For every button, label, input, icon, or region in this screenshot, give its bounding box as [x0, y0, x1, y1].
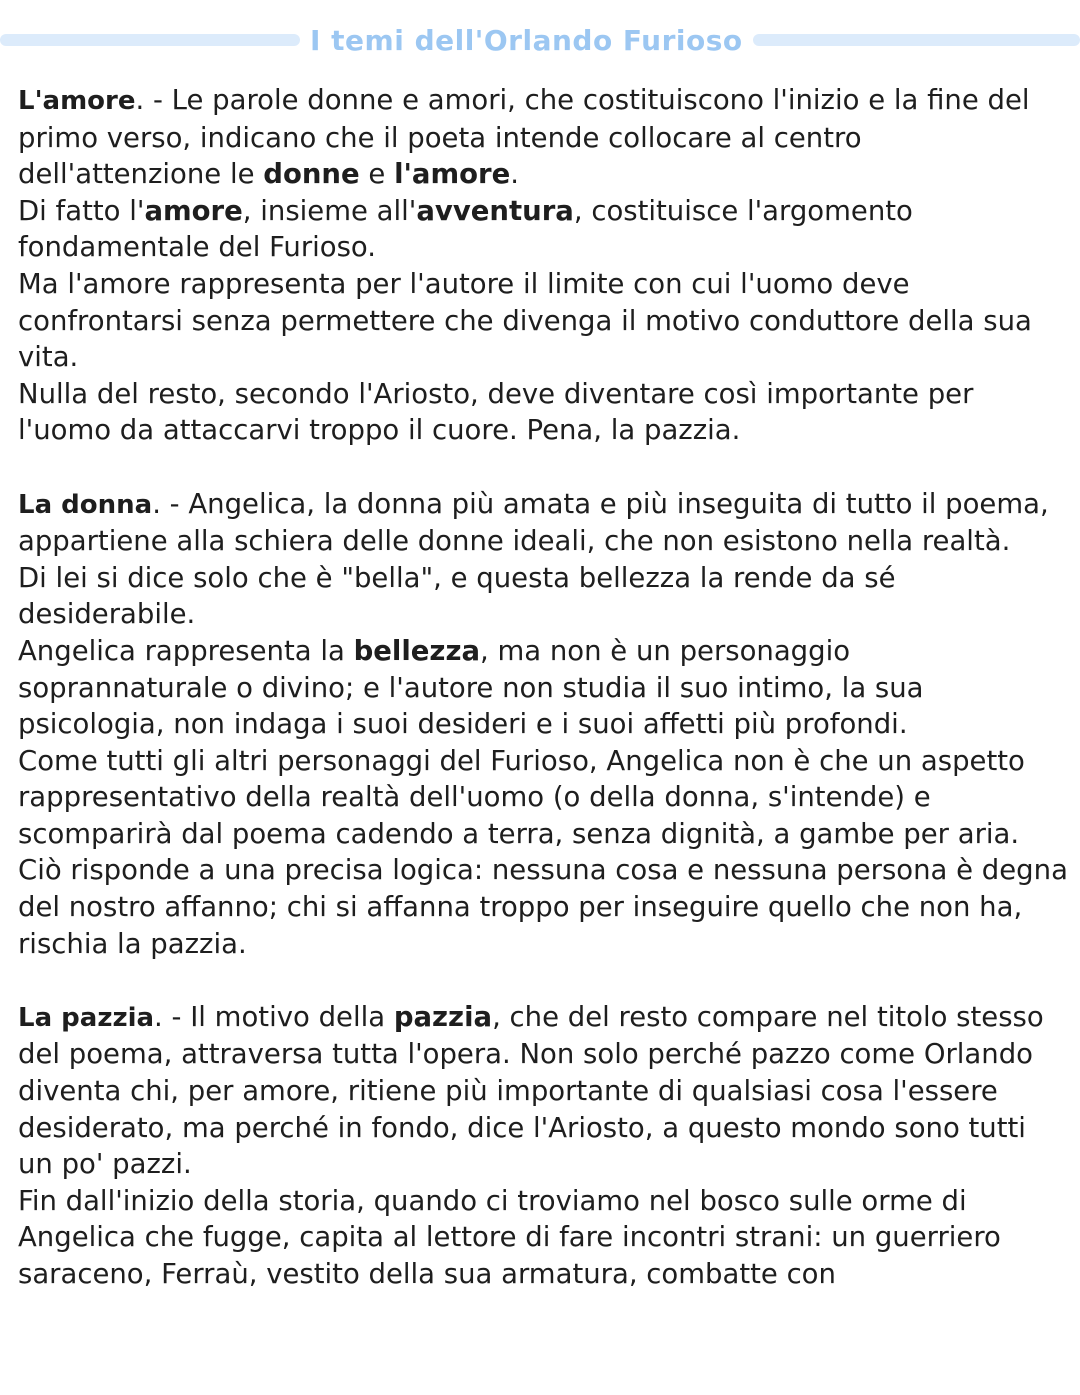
text-run: Ciò risponde a una precisa logica: nessuna cosa e nessuna persona è degna del nostro affanno; chi si affanna troppo per inseguire quello che non ha, rischia la pazzia. [18, 854, 1068, 960]
section [18, 486, 1068, 963]
document-body [18, 82, 1068, 1293]
paragraph [18, 852, 1068, 962]
text-run: , che del resto compare nel titolo stesso del poema, attraversa tutta l'opera. Non solo perché pazzo come Orlando diventa chi, per amore, ritiene più importante di qualsiasi cosa l'essere desiderato, ma perché in fondo, dice l'Ariosto, a questo mondo sono tutti un po' pazzi. [18, 1000, 1044, 1181]
paragraph [18, 266, 1068, 376]
paragraph [18, 193, 1068, 266]
text-run: Come tutti gli altri personaggi del Furioso, Angelica non è che un aspetto rappresentativo della realtà dell'uomo (o della donna, s'intende) e scomparirà dal poema cadendo a terra, senza dignità, a gambe per aria. [18, 744, 1025, 850]
paragraph [18, 376, 1068, 449]
text-run: . [510, 158, 519, 191]
paragraph [18, 82, 1068, 193]
page-title: I temi dell'Orlando Furioso [310, 23, 743, 57]
text-run: Ma l'amore rappresenta per l'autore il limite con cui l'uomo deve confrontarsi senza permettere che divenga il motivo conduttore della sua vita. [18, 267, 1032, 374]
paragraph [18, 560, 1068, 633]
paragraph [18, 1183, 1068, 1293]
text-run: , insieme all' [242, 194, 417, 227]
text-run: Di fatto l' [18, 194, 145, 227]
bold-text: donne [263, 158, 360, 191]
section-heading: La pazzia [18, 1002, 155, 1033]
paragraph [18, 999, 1068, 1183]
text-run: , costituisce l'argomento fondamentale del Furioso. [18, 194, 913, 264]
section-spacer [18, 449, 1068, 486]
bold-text: amore [144, 194, 243, 227]
text-run: Nulla del resto, secondo l'Ariosto, deve diventare così importante per l'uomo da attaccarvi troppo il cuore. Pena, la pazzia. [18, 377, 974, 447]
paragraph [18, 743, 1068, 853]
text-run: . - Il motivo della [154, 1000, 394, 1033]
title-rule-right [753, 34, 1080, 46]
section-heading: La donna [18, 489, 153, 520]
text-run: Fin dall'inizio della storia, quando ci troviamo nel bosco sulle orme di Angelica che fugge, capita al lettore di fare incontri strani: un guerriero saraceno, Ferraù, vestito della sua armatura, combatte con [18, 1184, 1001, 1290]
paragraph [18, 486, 1068, 560]
title-rule-left [0, 34, 300, 46]
bold-text: bellezza [353, 634, 481, 667]
section [18, 999, 1068, 1293]
paragraph [18, 633, 1068, 743]
text-run: Angelica rappresenta la [18, 634, 354, 667]
title-banner [0, 20, 1080, 60]
section [18, 82, 1068, 449]
text-run: e [359, 158, 395, 191]
text-run: Di lei si dice solo che è "bella", e questa bellezza la rende da sé desiderabile. [18, 561, 896, 631]
bold-text: l'amore [394, 158, 511, 191]
text-run: . - Angelica, la donna più amata e più inseguita di tutto il poema, appartiene alla schiera delle donne ideali, che non esistono nella realtà. [18, 487, 1049, 558]
section-heading: L'amore [18, 86, 136, 116]
text-run: , ma non è un personaggio soprannaturale o divino; e l'autore non studia il suo intimo, la sua psicologia, non indaga i suoi desideri e i suoi affetti più profondi. [18, 634, 924, 741]
text-run: . - Le parole donne e amori, che costituiscono l'inizio e la fine del primo verso, indicano che il poeta intende collocare al centro dell'attenzione le [18, 84, 1030, 191]
bold-text: avventura [416, 194, 574, 227]
bold-text: pazzia [393, 1000, 493, 1033]
section-spacer [18, 962, 1068, 999]
